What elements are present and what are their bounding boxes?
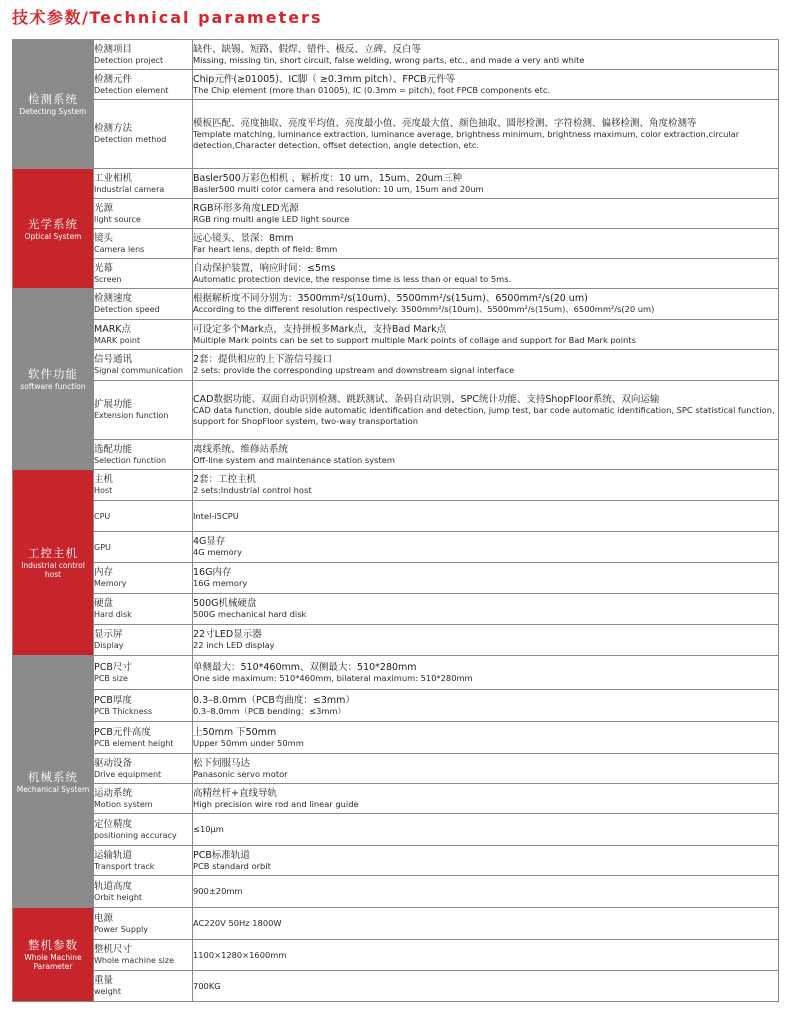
- parameter-name-cell: [94, 440, 193, 470]
- parameter-value-zh: 500G机械硬盘: [193, 598, 257, 609]
- parameter-name-en: Industrial camera: [94, 184, 165, 194]
- parameter-name-zh: PCB厚度: [94, 694, 132, 706]
- parameter-name-cell: [94, 722, 193, 754]
- section-title-en: Detecting System: [19, 107, 87, 116]
- section-mechanical-system: [13, 656, 94, 908]
- parameter-name-en: MARK point: [94, 335, 141, 345]
- table-row: [13, 594, 779, 625]
- parameter-value-zh: 根据解析度不同分别为：3500mm²/s(10um)、5500mm²/s(15um)、6500mm²/s(20 um): [193, 293, 588, 304]
- parameter-value-zh: 离线系统、维修站系统: [193, 443, 289, 455]
- parameter-value-en: ≤10μm: [193, 824, 224, 834]
- parameter-value-zh: 0.3–8.0mm（PCB弯曲度：≤3mm）: [193, 694, 355, 706]
- parameter-name-en: Motion system: [94, 799, 153, 809]
- section-whole-machine-parameter: [13, 908, 94, 1002]
- parameter-name-cell: [94, 289, 193, 320]
- parameter-name-zh: 镜头: [94, 232, 114, 244]
- technical-parameters-table: [12, 39, 779, 1002]
- table-row: [13, 440, 779, 470]
- parameter-name-en: Orbit height: [94, 892, 143, 902]
- parameter-value-zh: 松下伺服马达: [193, 757, 251, 769]
- parameter-name-zh: 光幕: [94, 262, 114, 274]
- parameter-name-cell: [94, 625, 193, 656]
- parameter-value-en: High precision wire rod and linear guide: [193, 798, 359, 809]
- parameter-name-zh: PCB尺寸: [94, 661, 132, 673]
- parameter-value-en: Missing, missing tin, short circuit, false welding, wrong parts, etc., and made a very anti white: [193, 54, 585, 65]
- table-row: [13, 169, 779, 199]
- parameter-value-zh: CAD数据功能、双面自动识别检测、跳跃测试、条码自动识别、SPC统计功能、支持ShopFloor系统、双向运输: [193, 393, 660, 405]
- parameter-value-cell: [193, 70, 779, 100]
- parameter-value-cell: [193, 470, 779, 501]
- parameter-value-en: Template matching, luminance extraction, luminance average, brightness minimum, brightness maximum, color extraction,circular detection,Character detection, offset detection, angle detection, etc.: [193, 128, 740, 150]
- parameter-name-zh: 驱动设备: [94, 757, 133, 769]
- parameter-value-cell: [193, 690, 779, 722]
- table-row: [13, 876, 779, 908]
- parameter-value-en: According to the different resolution respectively: 3500mm²/s(10um)、5500mm²/s(15um)、6500mm²/s(20 um): [193, 304, 655, 314]
- parameter-value-en: Upper 50mm under 50mm: [193, 737, 304, 748]
- section-title-zh: 光学系统: [28, 216, 78, 231]
- parameter-value-zh: 2套：提供相应的上下游信号接口: [193, 354, 333, 365]
- parameter-name-cell: [94, 320, 193, 350]
- page-title-en: Technical parameters: [89, 8, 323, 27]
- table-row: [13, 563, 779, 594]
- table-row: [13, 470, 779, 501]
- parameter-name-en: PCB element height: [94, 738, 174, 748]
- parameter-value-cell: [193, 784, 779, 814]
- parameter-value-en: Automatic protection device, the response time is less than or equal to 5ms.: [193, 273, 512, 284]
- parameter-value-zh: Basler500万彩色相机 、解析度：10 um、15um、20um三种: [193, 172, 462, 184]
- parameter-name-cell: [94, 690, 193, 722]
- parameter-name-cell: [94, 594, 193, 625]
- parameter-name-zh: 检测元件: [94, 73, 133, 85]
- section-title-en: Whole Machine Parameter: [24, 953, 82, 971]
- parameter-value-en: CAD data function, double side automatic identification and detection, jump test, bar code automatic identification, SPC statistical function, support for ShopFloor system, two-way transportation: [193, 404, 775, 426]
- parameter-name-en: Transport track: [94, 861, 155, 871]
- parameter-value-zh: 高精丝杆+直线导轨: [193, 787, 277, 799]
- parameter-value-cell: [193, 563, 779, 594]
- parameter-value-en: 0.3–8.0mm（PCB bending：≤3mm）: [193, 705, 346, 716]
- parameter-name-en: CPU: [94, 511, 111, 521]
- parameter-value-cell: [193, 940, 779, 971]
- parameter-name-en: Power Supply: [94, 924, 148, 934]
- parameter-value-cell: [193, 40, 779, 70]
- section-optical-system: [13, 169, 94, 289]
- parameter-value-zh: 22寸LED显示器: [193, 629, 262, 640]
- parameter-value-en: AC220V 50Hz 1800W: [193, 918, 282, 928]
- parameter-name-en: GPU: [94, 542, 111, 552]
- parameter-value-cell: [193, 440, 779, 470]
- parameter-name-zh: 定位精度: [94, 818, 133, 830]
- table-row: [13, 199, 779, 229]
- table-row: [13, 289, 779, 320]
- parameter-name-cell: [94, 532, 193, 563]
- parameter-name-en: Detection speed: [94, 305, 160, 314]
- parameter-value-zh: 上50mm 下50mm: [193, 726, 277, 738]
- parameter-name-zh: 检测方法: [94, 123, 133, 134]
- parameter-name-zh: 光源: [94, 202, 114, 214]
- table-row: [13, 40, 779, 70]
- parameter-name-zh: 扩展功能: [94, 399, 133, 410]
- table-row: [13, 784, 779, 814]
- section-title-zh: 工控主机: [28, 546, 78, 560]
- parameter-value-en: The Chip element (more than 01005), IC (0.3mm = pitch), foot FPCB components etc.: [193, 84, 551, 95]
- table-row: [13, 532, 779, 563]
- table-row: [13, 320, 779, 350]
- section-title-zh: 检测系统: [28, 92, 78, 106]
- parameter-value-cell: [193, 350, 779, 381]
- table-row: [13, 754, 779, 784]
- parameter-name-en: Signal communication: [94, 366, 183, 375]
- table-row: [13, 259, 779, 289]
- parameter-name-cell: [94, 100, 193, 169]
- parameter-name-zh: 电源: [94, 912, 114, 924]
- parameter-value-en: 2 sets: provide the corresponding upstream and downstream signal interface: [193, 365, 515, 375]
- parameter-name-cell: [94, 656, 193, 690]
- parameter-value-cell: [193, 846, 779, 876]
- parameter-name-zh: 选配功能: [94, 443, 133, 455]
- parameter-name-en: Screen: [94, 274, 122, 284]
- parameter-value-en: 4G memory: [193, 547, 243, 557]
- parameter-name-zh: 整机尺寸: [94, 944, 133, 955]
- parameter-name-zh: 硬盘: [94, 598, 114, 609]
- table-row: [13, 656, 779, 690]
- parameter-name-en: Drive equipment: [94, 769, 162, 779]
- parameter-value-cell: [193, 594, 779, 625]
- parameter-value-zh: 模板匹配、亮度抽取、亮度平均值、亮度最小值、亮度最大值、颜色抽取、圆形检测、字符检测、偏移检测、角度检测等: [193, 117, 697, 129]
- parameter-value-cell: [193, 722, 779, 754]
- parameter-name-en: Display: [94, 641, 124, 650]
- parameter-value-cell: [193, 199, 779, 229]
- parameter-name-cell: [94, 470, 193, 501]
- section-title-en: Industrial control host: [21, 561, 85, 579]
- parameter-name-en: Selection function: [94, 455, 167, 465]
- parameter-value-en: 1100×1280×1600mm: [193, 949, 287, 960]
- section-title-zh: 软件功能: [28, 367, 78, 381]
- parameter-name-zh: 轨道高度: [94, 880, 133, 892]
- parameter-name-cell: [94, 908, 193, 940]
- table-row: [13, 940, 779, 971]
- parameter-name-zh: PCB元件高度: [94, 726, 151, 738]
- parameter-value-en: 2 sets:Industrial control host: [193, 485, 312, 495]
- parameter-value-zh: PCB标准轨道: [193, 849, 250, 861]
- parameter-name-zh: 检测项目: [94, 43, 133, 55]
- parameter-value-cell: [193, 381, 779, 440]
- section-title-en: Optical System: [24, 231, 82, 241]
- parameter-value-zh: 4G显存: [193, 536, 226, 547]
- parameter-name-zh: 内存: [94, 567, 114, 578]
- parameter-name-cell: [94, 563, 193, 594]
- parameter-name-en: Detection project: [94, 55, 164, 65]
- parameter-name-en: Hard disk: [94, 610, 132, 619]
- parameter-value-cell: [193, 320, 779, 350]
- parameter-value-cell: [193, 814, 779, 846]
- parameter-value-cell: [193, 656, 779, 690]
- parameter-value-en: 22 inch LED display: [193, 640, 275, 650]
- parameter-value-cell: [193, 100, 779, 169]
- parameter-name-cell: [94, 169, 193, 199]
- parameter-name-zh: 信号通讯: [94, 354, 133, 365]
- table-row: [13, 814, 779, 846]
- parameter-value-en: Far heart lens, depth of field: 8mm: [193, 243, 338, 254]
- parameter-value-en: 16G memory: [193, 578, 248, 588]
- parameter-name-cell: [94, 876, 193, 908]
- parameter-name-cell: [94, 229, 193, 259]
- parameter-value-zh: 自动保护装置，响应时间：≤5ms: [193, 262, 336, 274]
- parameter-value-zh: 缺件、缺锡、短路、假焊、错件、极反、立碑、反白等: [193, 43, 422, 55]
- parameter-name-cell: [94, 259, 193, 289]
- parameter-value-cell: [193, 289, 779, 320]
- parameter-value-cell: [193, 229, 779, 259]
- parameter-value-zh: 2套：工控主机: [193, 474, 257, 485]
- parameter-value-cell: [193, 532, 779, 563]
- parameter-value-zh: 远心镜头、景深：8mm: [193, 232, 294, 244]
- section-detecting-system: [13, 40, 94, 169]
- parameter-name-en: Host: [94, 486, 113, 495]
- parameter-value-cell: [193, 169, 779, 199]
- parameter-name-cell: [94, 814, 193, 846]
- parameter-value-en: 900±20mm: [193, 886, 243, 896]
- parameter-value-cell: [193, 754, 779, 784]
- parameter-name-cell: [94, 784, 193, 814]
- table-row: [13, 501, 779, 532]
- section-title-zh: 整机参数: [28, 938, 78, 952]
- parameter-name-en: Detection method: [94, 135, 167, 144]
- table-row: [13, 846, 779, 876]
- parameter-name-zh: 显示屏: [94, 629, 123, 640]
- table-row: [13, 908, 779, 940]
- parameter-value-en: RGB ring multi angle LED light source: [193, 213, 350, 224]
- section-title-en: Mechanical System: [16, 784, 90, 794]
- parameter-name-en: PCB Thickness: [94, 706, 152, 716]
- parameter-name-zh: 运输轨道: [94, 849, 133, 861]
- section-title-en: software function: [20, 382, 86, 391]
- table-row: [13, 971, 779, 1002]
- parameter-name-cell: [94, 501, 193, 532]
- parameter-name-cell: [94, 846, 193, 876]
- table-row: [13, 350, 779, 381]
- parameter-value-zh: 16G内存: [193, 567, 232, 578]
- parameter-name-cell: [94, 754, 193, 784]
- parameter-name-zh: 工业相机: [94, 172, 133, 184]
- table-row: [13, 625, 779, 656]
- table-body: [13, 40, 779, 1002]
- parameter-value-en: One side maximum: 510*460mm, bilateral maximum: 510*280mm: [193, 672, 473, 683]
- parameter-value-en: Basler500 multi color camera and resolution: 10 um, 15um and 20um: [193, 183, 484, 194]
- parameter-value-cell: [193, 501, 779, 532]
- parameter-value-zh: 可设定多个Mark点，支持拼板多Mark点，支持Bad Mark点: [193, 323, 447, 335]
- parameter-name-zh: 检测速度: [94, 293, 133, 304]
- parameter-name-en: PCB size: [94, 673, 128, 683]
- parameter-name-en: Detection element: [94, 85, 169, 95]
- parameter-name-cell: [94, 350, 193, 381]
- section-industrial-control-host: [13, 470, 94, 656]
- parameter-name-en: light source: [94, 214, 141, 224]
- parameter-name-en: positioning accuracy: [94, 830, 177, 840]
- parameter-value-en: Panasonic servo motor: [193, 768, 288, 779]
- parameter-value-en: 500G mechanical hard disk: [193, 609, 307, 619]
- table-row: [13, 70, 779, 100]
- parameter-name-cell: [94, 199, 193, 229]
- table-row: [13, 100, 779, 169]
- parameter-name-cell: [94, 70, 193, 100]
- parameter-name-zh: 主机: [94, 474, 114, 485]
- parameter-name-zh: 重量: [94, 975, 114, 986]
- section-title-zh: 机械系统: [28, 769, 78, 784]
- parameter-value-en: PCB standard orbit: [193, 860, 271, 871]
- parameter-value-cell: [193, 259, 779, 289]
- parameter-name-cell: [94, 940, 193, 971]
- parameter-name-en: Camera lens: [94, 244, 145, 254]
- parameter-value-cell: [193, 876, 779, 908]
- parameter-name-en: weight: [94, 987, 121, 996]
- page-title: [12, 5, 322, 31]
- parameter-name-cell: [94, 381, 193, 440]
- parameter-value-en: Intel-i5CPU: [193, 510, 239, 521]
- parameter-name-zh: MARK点: [94, 323, 132, 335]
- parameter-name-en: Whole machine size: [94, 956, 174, 965]
- parameter-name-zh: 运动系统: [94, 787, 133, 799]
- page-title-zh: 技术参数/: [12, 8, 90, 27]
- parameter-name-cell: [94, 971, 193, 1002]
- section-software-function: [13, 289, 94, 470]
- parameter-name-en: Memory: [94, 579, 127, 588]
- table-row: [13, 690, 779, 722]
- parameter-name-en: Extension function: [94, 411, 169, 420]
- parameter-value-en: 700KG: [193, 980, 221, 991]
- parameter-value-en: Multiple Mark points can be set to support multiple Mark points of collage and support for Bad Mark points: [193, 334, 636, 345]
- parameter-value-cell: [193, 625, 779, 656]
- table-row: [13, 381, 779, 440]
- parameter-value-cell: [193, 971, 779, 1002]
- parameter-value-zh: RGB环形多角度LED光源: [193, 202, 299, 214]
- parameter-name-cell: [94, 40, 193, 70]
- table-row: [13, 229, 779, 259]
- table-row: [13, 722, 779, 754]
- parameter-value-cell: [193, 908, 779, 940]
- parameter-value-en: Off-line system and maintenance station system: [193, 454, 395, 465]
- parameter-value-zh: 单侧最大：510*460mm、双侧最大：510*280mm: [193, 661, 417, 673]
- parameter-value-zh: Chip元件(≥01005)、IC脚（ ≥0.3mm pitch）、FPCB元件等: [193, 73, 456, 85]
